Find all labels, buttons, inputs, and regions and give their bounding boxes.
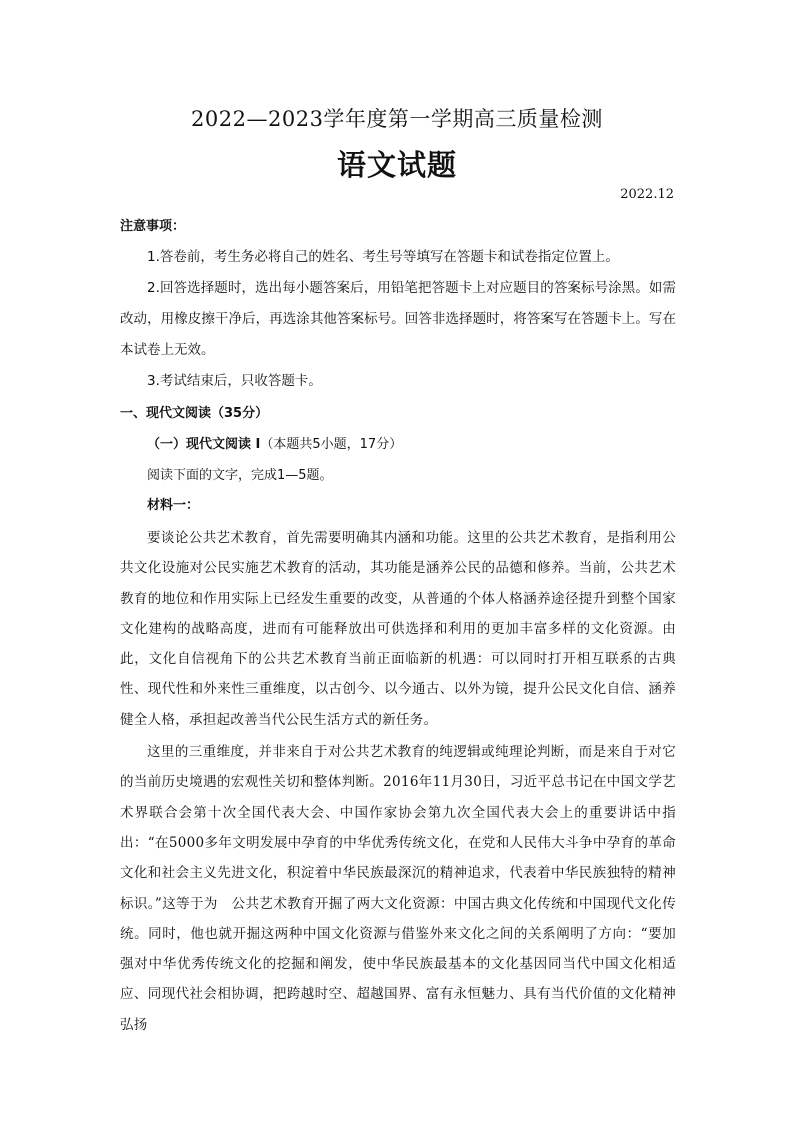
subsection-note: （本题共5小题，17分） <box>260 437 403 452</box>
notice-item-2: 2.回答选择题时，选出每小题答案后，用铅笔把答题卡上对应题目的答案标号涂黑。如需改动，用橡皮擦干净后，再选涂其他答案标号。回答非选择题时，将答案写在答题卡上。写在本试卷上无效。 <box>120 280 676 358</box>
exam-title: 2022—2023学年度第一学期高三质量检测 <box>191 107 603 131</box>
notice-title: 注意事项： <box>120 219 186 234</box>
exam-date: 2022.12 <box>620 187 674 202</box>
exam-content <box>120 213 676 1040</box>
material-paragraph-1: 要谈论公共艺术教育，首先需要明确其内涵和功能。这里的公共艺术教育，是指利用公共文化设施对公民实施艺术教育的活动，其功能是涵养公民的品德和修养。当前，公共艺术教育的地位和作用实际上已经发生重要的改变，从普通的个体人格涵养途径提升到整个国家文化建构的战略高度，进而有可能释放出可供选择和利用的更加丰富多样的文化资源。由此，文化自信视角下的公共艺术教育当前正面临新的机遇：可以同时打开相互联系的古典性、现代性和外来性三重维度，以古创今、以今通古、以外为镜，提升公民文化自信、涵养健全人格，承担起改善当代公民生活方式的新任务。 <box>120 530 676 728</box>
reading-instruction: 阅读下面的文字，完成1—5题。 <box>147 468 333 483</box>
notice-item-3: 3.考试结束后，只收答题卡。 <box>147 373 322 389</box>
subsection-heading <box>120 429 676 460</box>
material-label: 材料一： <box>147 498 200 513</box>
subject-title: 语文试题 <box>336 148 457 182</box>
notice-item-1: 1.答卷前，考生务必将自己的姓名、考生号等填写在答题卡和试卷指定位置上。 <box>147 249 619 265</box>
subsection-title: （一）现代文阅读 I <box>147 437 261 452</box>
section-title: 一、现代文阅读（35分） <box>120 406 269 421</box>
material-paragraph-2: 这里的三重维度，并非来自于对公共艺术教育的纯逻辑或纯理论判断，而是来自于对它的当前历史境遇的宏观性关切和整体判断。2016年11月30日，习近平总书记在中国文学艺术界联合会第十次全国代表大会、中国作家协会第九次全国代表大会上的重要讲话中指出：“在5000多年文明发展中孕育的中华优秀传统文化，在党和人民伟大斗争中孕育的革命文化和社会主义先进文化，积淀着中华民族最深沉的精神追求，代表着中华民族独特的精神标识。”这等于为 公共艺术教育开掘了两大文化资源：中国古典文化传统和中国现代文化传统。同时，他也就开掘这两种中国文化资源与借鉴外来文化之间的关系阐明了方向：“要加强对中华优秀传统文化的挖掘和阐发，使中华民族最基本的文化基因同当代中国文化相适应、同现代社会相协调，把跨越时空、超越国界、富有永恒魅力、具有当代价值的文化精神弘扬 <box>120 744 676 1033</box>
